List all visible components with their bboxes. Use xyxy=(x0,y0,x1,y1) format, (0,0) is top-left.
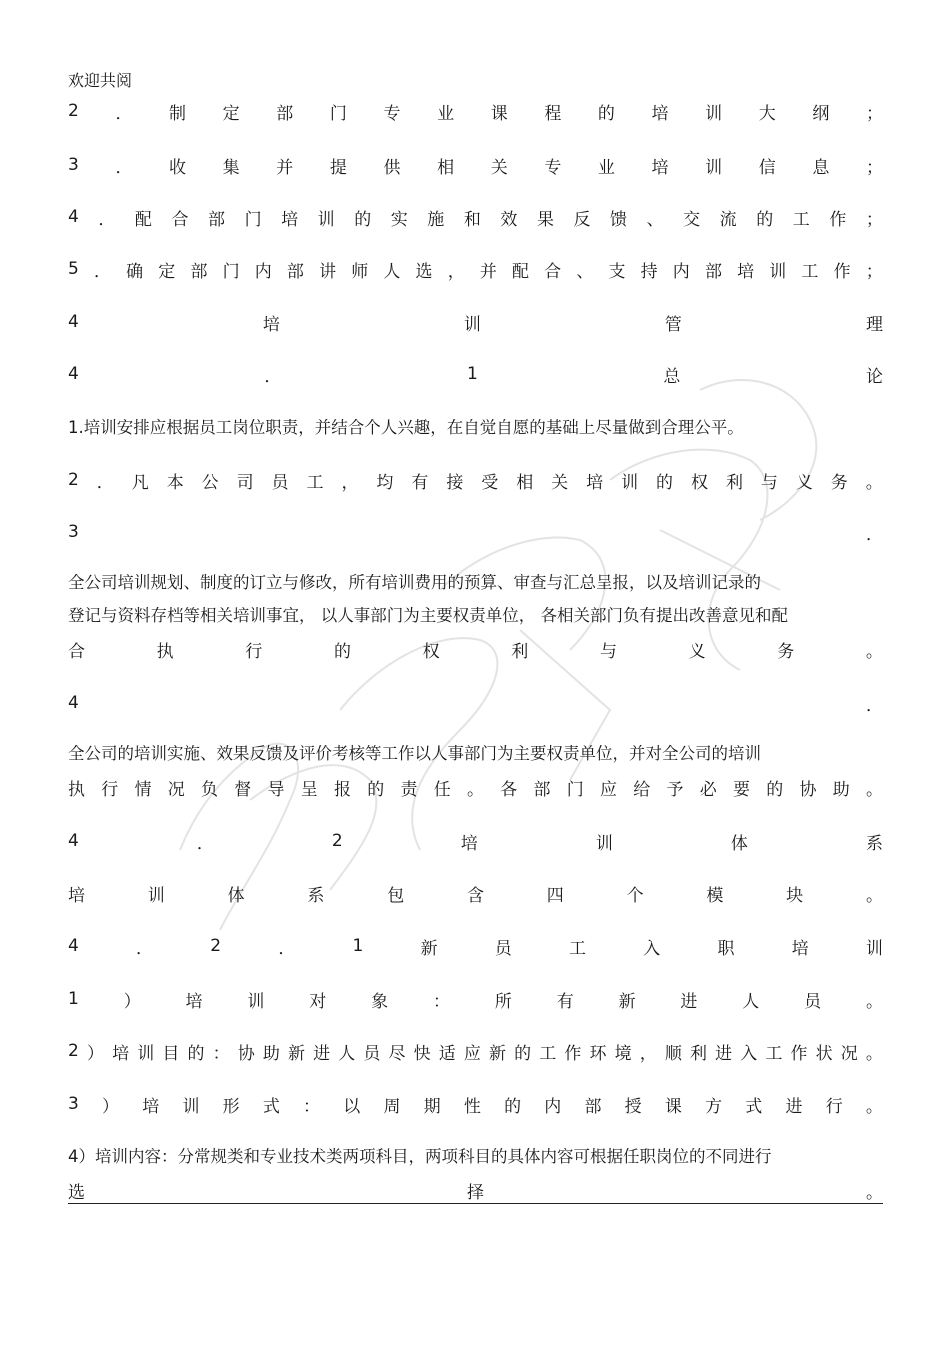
text-glyph: 门 xyxy=(329,103,347,124)
text-line: 1.培训安排应根据员工岗位职责，并结合个人兴趣，在自觉自愿的基础上尽量做到合理公平。 xyxy=(68,418,744,437)
text-glyph: 专 xyxy=(544,157,562,178)
text-glyph: ； xyxy=(865,103,883,124)
text-glyph: 理 xyxy=(865,314,883,335)
text-glyph: ： xyxy=(212,1043,230,1064)
text-glyph: 人 xyxy=(338,1043,356,1064)
text-line xyxy=(68,828,883,854)
text-line xyxy=(68,361,883,387)
text-glyph: 凡 xyxy=(131,472,149,493)
text-glyph: 4 xyxy=(68,364,79,384)
text-glyph: 报 xyxy=(334,779,351,800)
text-glyph: 人 xyxy=(383,261,401,282)
text-glyph: 与 xyxy=(760,472,778,493)
text-glyph: 工 xyxy=(306,472,324,493)
text-glyph: 包 xyxy=(387,885,405,906)
text-glyph: 的 xyxy=(504,1096,522,1117)
text-line xyxy=(68,309,883,335)
text-glyph: 工 xyxy=(765,1043,783,1064)
text-glyph: 门 xyxy=(566,779,584,800)
text-glyph: 的 xyxy=(333,641,351,662)
text-glyph: 训 xyxy=(182,1096,200,1117)
text-glyph: 协 xyxy=(799,779,817,800)
text-glyph: 环 xyxy=(589,1043,607,1064)
text-glyph: 纲 xyxy=(812,103,830,124)
text-glyph: 馈 xyxy=(610,209,628,230)
text-glyph: 内 xyxy=(672,261,690,282)
text-glyph: 部 xyxy=(704,261,722,282)
text-glyph: 培 xyxy=(651,103,669,124)
text-glyph: 模 xyxy=(706,885,724,906)
text-glyph: 体 xyxy=(730,833,748,854)
text-glyph: 提 xyxy=(329,157,347,178)
text-line: 登记与资料存档等相关培训事宜， 以人事部门为主要权责单位， 各相关部门负有提出改善意见和配 xyxy=(68,606,788,625)
text-glyph: 作 xyxy=(790,1043,808,1064)
text-glyph: 4 xyxy=(68,312,79,332)
text-glyph: 员 xyxy=(271,472,289,493)
text-glyph: 训 xyxy=(621,472,639,493)
text-glyph: 务 xyxy=(777,641,795,662)
text-glyph: 持 xyxy=(640,261,658,282)
text-glyph: 、 xyxy=(646,209,664,230)
text-glyph: 、 xyxy=(576,261,594,282)
text-glyph: 。 xyxy=(865,472,883,493)
text-glyph: 顺 xyxy=(664,1043,682,1064)
text-glyph: 培 xyxy=(737,261,755,282)
text-glyph: 情 xyxy=(134,779,152,800)
text-glyph: 关 xyxy=(551,472,569,493)
text-glyph: 含 xyxy=(466,885,484,906)
text-glyph: 形 xyxy=(222,1096,240,1117)
text-glyph: 支 xyxy=(608,261,626,282)
text-line xyxy=(68,152,883,178)
text-glyph: 对 xyxy=(309,991,327,1012)
text-glyph: 尽 xyxy=(388,1043,406,1064)
text-glyph: 流 xyxy=(719,209,737,230)
text-glyph: 培 xyxy=(185,991,203,1012)
text-glyph: 。 xyxy=(865,885,883,906)
text-glyph: 新 xyxy=(420,938,438,959)
text-glyph: ． xyxy=(136,938,154,959)
text-glyph: 作 xyxy=(829,209,847,230)
text-glyph: 部 xyxy=(533,779,551,800)
text-glyph: 体 xyxy=(227,885,245,906)
text-glyph: 5 xyxy=(68,259,79,279)
text-glyph: 论 xyxy=(865,366,883,387)
text-glyph: 系 xyxy=(307,885,325,906)
text-glyph: 门 xyxy=(244,209,262,230)
text-glyph: 4 xyxy=(68,693,79,713)
text-glyph: 所 xyxy=(494,991,512,1012)
text-line xyxy=(68,256,883,282)
text-glyph: ． xyxy=(866,695,883,716)
text-glyph: 状 xyxy=(815,1043,833,1064)
text-glyph: ． xyxy=(115,157,133,178)
text-glyph: ． xyxy=(866,524,883,545)
text-glyph: 务 xyxy=(830,472,848,493)
text-glyph: 部 xyxy=(286,261,304,282)
text-glyph: ； xyxy=(865,157,883,178)
text-glyph: 新 xyxy=(287,1043,305,1064)
text-glyph: ） xyxy=(102,1096,120,1117)
text-glyph: 督 xyxy=(234,779,252,800)
text-glyph: 管 xyxy=(664,314,682,335)
text-glyph: 工 xyxy=(569,938,587,959)
text-glyph: 部 xyxy=(584,1096,602,1117)
text-glyph: 2 xyxy=(68,101,79,121)
text-glyph: 利 xyxy=(511,641,529,662)
text-line xyxy=(68,690,883,716)
text-glyph: ） xyxy=(86,1043,104,1064)
text-glyph: 员 xyxy=(494,938,512,959)
text-glyph: 利 xyxy=(725,472,743,493)
text-glyph: 训 xyxy=(147,885,165,906)
text-glyph: 培 xyxy=(112,1043,130,1064)
text-glyph: 给 xyxy=(633,779,651,800)
text-line xyxy=(68,636,883,662)
text-glyph: 人 xyxy=(742,991,760,1012)
text-glyph: 协 xyxy=(237,1043,255,1064)
text-glyph: 的 xyxy=(354,209,372,230)
text-glyph: 适 xyxy=(438,1043,456,1064)
text-glyph: 相 xyxy=(437,157,455,178)
text-glyph: 训 xyxy=(247,991,265,1012)
text-glyph: 负 xyxy=(201,779,218,800)
text-glyph: 作 xyxy=(833,261,851,282)
text-glyph: ． xyxy=(98,209,116,230)
text-glyph: 工 xyxy=(801,261,819,282)
text-glyph: 程 xyxy=(544,103,562,124)
text-glyph: 业 xyxy=(597,157,615,178)
text-glyph: 和 xyxy=(463,209,481,230)
text-glyph: 行 xyxy=(245,641,263,662)
text-glyph: 进 xyxy=(313,1043,331,1064)
text-glyph: 合 xyxy=(68,641,85,662)
text-glyph: 任 xyxy=(433,779,451,800)
text-glyph: 2 xyxy=(210,936,222,956)
text-glyph: 课 xyxy=(664,1096,682,1117)
text-line: 全公司培训规划、制度的订立与修改，所有培训费用的预算、审查与汇总呈报，以及培训记录的 xyxy=(68,573,761,592)
text-glyph: 3 xyxy=(68,522,79,542)
text-glyph: ： xyxy=(303,1096,321,1117)
text-glyph: 集 xyxy=(222,157,240,178)
text-glyph: 期 xyxy=(423,1096,441,1117)
text-glyph: 确 xyxy=(126,261,144,282)
text-glyph: 进 xyxy=(715,1043,733,1064)
text-glyph: 要 xyxy=(733,779,750,800)
text-glyph: 训 xyxy=(137,1043,155,1064)
text-glyph: 1 xyxy=(352,936,364,956)
text-glyph: 3 xyxy=(68,1094,79,1114)
text-glyph: 应 xyxy=(600,779,617,800)
text-glyph: 。 xyxy=(866,779,883,800)
text-glyph: 均 xyxy=(376,472,394,493)
text-glyph: 助 xyxy=(832,779,850,800)
text-glyph: 责 xyxy=(400,779,418,800)
text-glyph: 培 xyxy=(460,833,478,854)
text-glyph: 2 xyxy=(331,831,343,851)
text-glyph: 2 xyxy=(68,470,79,490)
text-glyph: 。 xyxy=(865,1096,883,1117)
text-glyph: 3 xyxy=(68,155,79,175)
text-glyph: 收 xyxy=(169,157,187,178)
text-glyph: ， xyxy=(447,261,465,282)
text-glyph: 司 xyxy=(236,472,254,493)
text-glyph: ． xyxy=(96,472,114,493)
text-glyph: 施 xyxy=(427,209,445,230)
text-glyph: 训 xyxy=(317,209,335,230)
text-glyph: ． xyxy=(264,366,282,387)
text-glyph: 4 xyxy=(68,831,79,851)
text-glyph: 块 xyxy=(786,885,804,906)
text-glyph: 供 xyxy=(383,157,401,178)
text-glyph: 四 xyxy=(546,885,564,906)
text-glyph: 部 xyxy=(276,103,294,124)
text-line xyxy=(68,880,883,906)
text-glyph: 快 xyxy=(413,1043,431,1064)
text-glyph: 部 xyxy=(190,261,208,282)
text-glyph: 利 xyxy=(689,1043,707,1064)
text-glyph: 入 xyxy=(740,1043,758,1064)
text-line xyxy=(68,1177,883,1203)
text-glyph: 。 xyxy=(866,991,883,1012)
text-glyph: 受 xyxy=(481,472,499,493)
text-glyph: 培 xyxy=(262,314,280,335)
text-glyph: 信 xyxy=(758,157,776,178)
text-glyph: 的 xyxy=(756,209,774,230)
text-glyph: 予 xyxy=(666,779,684,800)
text-glyph: 有 xyxy=(411,472,429,493)
text-glyph: 进 xyxy=(680,991,698,1012)
text-glyph: 专 xyxy=(383,103,401,124)
text-glyph: 并 xyxy=(276,157,294,178)
text-glyph: 导 xyxy=(267,779,285,800)
text-glyph: 个 xyxy=(626,885,644,906)
text-glyph: 的 xyxy=(514,1043,532,1064)
text-glyph: 作 xyxy=(564,1043,582,1064)
text-glyph: 配 xyxy=(134,209,152,230)
text-glyph: 合 xyxy=(171,209,189,230)
text-glyph: ． xyxy=(278,938,296,959)
text-glyph: 授 xyxy=(624,1096,642,1117)
text-glyph: 以 xyxy=(343,1096,361,1117)
text-glyph: 大 xyxy=(758,103,776,124)
text-glyph: 相 xyxy=(516,472,534,493)
text-glyph: 。 xyxy=(865,641,883,662)
text-glyph: ， xyxy=(639,1043,657,1064)
text-glyph: 选 xyxy=(68,1182,85,1203)
text-glyph: 助 xyxy=(262,1043,280,1064)
text-glyph: ， xyxy=(341,472,359,493)
text-glyph: 的 xyxy=(187,1043,205,1064)
bottom-rule xyxy=(68,1203,883,1204)
text-glyph: 门 xyxy=(222,261,240,282)
text-glyph: 职 xyxy=(717,938,735,959)
text-glyph: 的 xyxy=(367,779,385,800)
text-glyph: 反 xyxy=(573,209,591,230)
text-line xyxy=(68,774,883,800)
text-glyph: 接 xyxy=(446,472,464,493)
text-line xyxy=(68,98,883,124)
text-glyph: 定 xyxy=(222,103,240,124)
text-glyph: 培 xyxy=(586,472,604,493)
text-glyph: 内 xyxy=(544,1096,562,1117)
text-glyph: 师 xyxy=(351,261,369,282)
text-line xyxy=(68,1038,883,1064)
text-glyph: 培 xyxy=(791,938,809,959)
text-glyph: 1 xyxy=(68,989,79,1009)
text-line: 4）培训内容：分常规类和专业技术类两项科目，两项科目的具体内容可根据任职岗位的不同进行 xyxy=(68,1147,772,1166)
text-line xyxy=(68,519,883,545)
text-glyph: 的 xyxy=(597,103,615,124)
text-glyph: 训 xyxy=(769,261,787,282)
page-header-label: 欢迎共阅 xyxy=(68,71,133,90)
text-glyph: 各 xyxy=(500,779,518,800)
text-glyph: 员 xyxy=(804,991,822,1012)
text-glyph: 员 xyxy=(363,1043,381,1064)
text-glyph: 课 xyxy=(490,103,508,124)
text-glyph: 权 xyxy=(690,472,708,493)
text-glyph: 1 xyxy=(466,364,478,384)
text-glyph: 训 xyxy=(705,157,723,178)
text-glyph: 交 xyxy=(683,209,701,230)
text-glyph: 义 xyxy=(795,472,813,493)
text-line xyxy=(68,467,883,493)
text-glyph: 果 xyxy=(536,209,554,230)
text-glyph: 周 xyxy=(383,1096,401,1117)
text-glyph: 实 xyxy=(390,209,408,230)
text-glyph: 工 xyxy=(792,209,810,230)
text-glyph: 进 xyxy=(785,1096,803,1117)
text-line xyxy=(68,1091,883,1117)
text-glyph: 入 xyxy=(643,938,661,959)
text-glyph: 权 xyxy=(422,641,440,662)
text-glyph: 合 xyxy=(544,261,562,282)
text-glyph: 训 xyxy=(463,314,481,335)
text-glyph: 讲 xyxy=(319,261,337,282)
text-glyph: ． xyxy=(115,103,133,124)
text-glyph: 。 xyxy=(866,1182,883,1203)
text-glyph: 的 xyxy=(766,779,784,800)
text-glyph: 况 xyxy=(167,779,185,800)
text-line xyxy=(68,933,883,959)
text-glyph: 部 xyxy=(208,209,226,230)
text-glyph: 式 xyxy=(745,1096,763,1117)
text-glyph: 与 xyxy=(599,641,617,662)
text-glyph: 配 xyxy=(512,261,530,282)
text-glyph: 新 xyxy=(618,991,636,1012)
text-glyph: ； xyxy=(865,209,883,230)
text-glyph: 新 xyxy=(488,1043,506,1064)
text-glyph: 。 xyxy=(467,779,484,800)
text-glyph: 式 xyxy=(262,1096,280,1117)
text-glyph: 有 xyxy=(556,991,574,1012)
text-glyph: 。 xyxy=(865,1043,883,1064)
text-glyph: 培 xyxy=(142,1096,160,1117)
text-glyph: 训 xyxy=(595,833,613,854)
text-glyph: 的 xyxy=(656,472,674,493)
text-glyph: 制 xyxy=(169,103,187,124)
text-glyph: 方 xyxy=(705,1096,723,1117)
text-glyph: 目 xyxy=(162,1043,180,1064)
text-glyph: 总 xyxy=(663,366,681,387)
text-glyph: 培 xyxy=(651,157,669,178)
text-line: 全公司的培训实施、效果反馈及评价考核等工作以人事部门为主要权责单位，并对全公司的培训 xyxy=(68,744,761,763)
text-glyph: 必 xyxy=(699,779,717,800)
text-glyph: 息 xyxy=(812,157,830,178)
text-glyph: 呈 xyxy=(300,779,318,800)
text-glyph: 况 xyxy=(840,1043,858,1064)
text-glyph: 择 xyxy=(467,1182,484,1203)
text-glyph: 义 xyxy=(688,641,706,662)
text-glyph: 性 xyxy=(463,1096,481,1117)
text-glyph: 定 xyxy=(158,261,176,282)
text-glyph: 本 xyxy=(166,472,184,493)
text-glyph: 4 xyxy=(68,207,79,227)
text-glyph: 内 xyxy=(254,261,272,282)
text-glyph: 系 xyxy=(865,833,883,854)
text-glyph: 行 xyxy=(101,779,119,800)
text-glyph: 培 xyxy=(68,885,85,906)
text-glyph: ． xyxy=(196,833,214,854)
text-glyph: 培 xyxy=(281,209,299,230)
text-glyph: ； xyxy=(865,261,883,282)
text-glyph: 业 xyxy=(437,103,455,124)
text-glyph: 关 xyxy=(490,157,508,178)
text-line xyxy=(68,204,883,230)
text-glyph: 象 xyxy=(371,991,389,1012)
text-line xyxy=(68,986,883,1012)
text-glyph: 并 xyxy=(479,261,497,282)
text-glyph: 工 xyxy=(539,1043,557,1064)
text-glyph: 行 xyxy=(825,1096,843,1117)
text-glyph: 4 xyxy=(68,936,79,956)
text-glyph: 选 xyxy=(415,261,433,282)
text-glyph: ： xyxy=(432,991,450,1012)
text-glyph: 执 xyxy=(68,779,85,800)
text-glyph: 公 xyxy=(201,472,219,493)
text-glyph: 效 xyxy=(500,209,518,230)
text-glyph: 2 xyxy=(68,1041,79,1061)
text-glyph: ） xyxy=(123,991,141,1012)
text-glyph: 执 xyxy=(156,641,174,662)
text-glyph: 应 xyxy=(463,1043,481,1064)
text-glyph: 训 xyxy=(865,938,883,959)
text-glyph: ． xyxy=(93,261,111,282)
text-glyph: 训 xyxy=(705,103,723,124)
text-glyph: 境 xyxy=(614,1043,632,1064)
